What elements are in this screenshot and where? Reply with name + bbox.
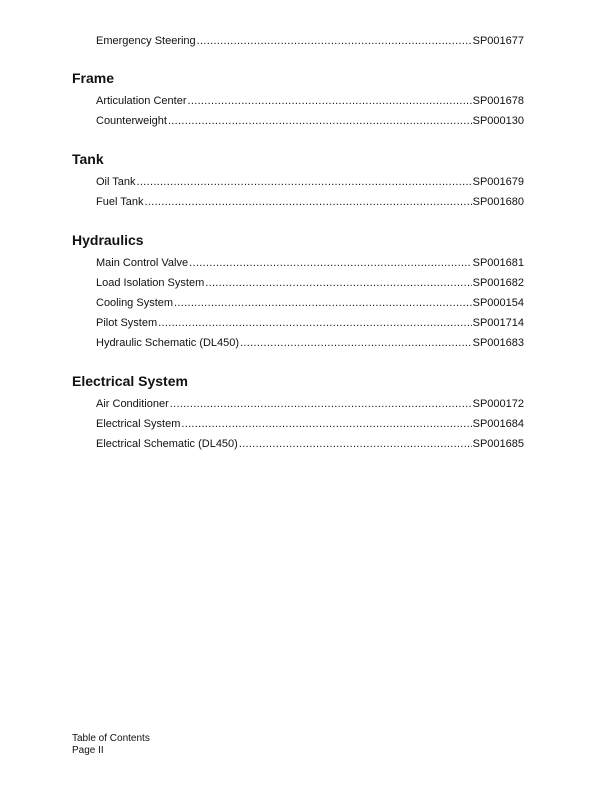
- footer-page-number: Page II: [72, 745, 104, 756]
- entry-label: Articulation Center: [96, 95, 187, 107]
- dot-leader: [239, 434, 472, 454]
- entry-label: Pilot System: [96, 317, 158, 329]
- entry-code: SP000172: [472, 398, 524, 410]
- dot-leader: [137, 172, 472, 192]
- entry-code: SP001678: [472, 95, 524, 107]
- entry-label: Counterweight: [96, 115, 167, 127]
- section-heading: Hydraulics: [72, 232, 144, 248]
- toc-entry[interactable]: [96, 293, 524, 313]
- dot-leader: [145, 192, 472, 212]
- dot-leader: [188, 91, 472, 111]
- dot-leader: [197, 31, 472, 51]
- toc-section: [72, 31, 524, 51]
- toc-entry[interactable]: [96, 91, 524, 111]
- toc-entry[interactable]: [96, 31, 524, 51]
- entry-label: Emergency Steering: [96, 35, 196, 47]
- dot-leader: [181, 414, 471, 434]
- entry-code: SP001683: [472, 337, 524, 349]
- entry-code: SP001679: [472, 176, 524, 188]
- entry-label: Electrical Schematic (DL450): [96, 438, 238, 450]
- toc-section: [72, 371, 524, 454]
- toc-section: [72, 230, 524, 353]
- toc-section: [72, 149, 524, 212]
- entry-code: SP001684: [472, 418, 524, 430]
- dot-leader: [205, 273, 471, 293]
- entry-code: SP001685: [472, 438, 524, 450]
- entry-code: SP001680: [472, 196, 524, 208]
- dot-leader: [174, 293, 472, 313]
- entry-code: SP001677: [472, 35, 524, 47]
- dot-leader: [168, 111, 472, 131]
- entry-label: Hydraulic Schematic (DL450): [96, 337, 240, 349]
- page-footer: [72, 733, 150, 757]
- entry-code: SP000154: [472, 297, 524, 309]
- dot-leader: [158, 313, 471, 333]
- toc-entry[interactable]: [96, 394, 524, 414]
- entry-label: Fuel Tank: [96, 196, 144, 208]
- entry-code: SP000130: [472, 115, 524, 127]
- entry-label: Cooling System: [96, 297, 174, 309]
- entry-code: SP001714: [472, 317, 524, 329]
- dot-leader: [240, 333, 472, 353]
- toc-entry[interactable]: [96, 192, 524, 212]
- toc-entry[interactable]: [96, 313, 524, 333]
- entry-label: Air Conditioner: [96, 398, 169, 410]
- dot-leader: [170, 394, 472, 414]
- entry-label: Load Isolation System: [96, 277, 205, 289]
- footer-title: Table of Contents: [72, 733, 150, 744]
- entry-label: Oil Tank: [96, 176, 136, 188]
- toc-entry[interactable]: [96, 434, 524, 454]
- dot-leader: [189, 253, 471, 273]
- section-heading: Tank: [72, 151, 104, 167]
- section-heading: Frame: [72, 70, 115, 86]
- toc-entry[interactable]: [96, 111, 524, 131]
- entry-label: Electrical System: [96, 418, 181, 430]
- entry-label: Main Control Valve: [96, 257, 189, 269]
- toc-entry[interactable]: [96, 253, 524, 273]
- section-heading: Electrical System: [72, 373, 188, 389]
- toc-entry[interactable]: [96, 333, 524, 353]
- toc-section: [72, 68, 524, 131]
- toc-entry[interactable]: [96, 414, 524, 434]
- toc-entry[interactable]: [96, 273, 524, 293]
- entry-code: SP001682: [472, 277, 524, 289]
- entry-code: SP001681: [472, 257, 524, 269]
- toc-entry[interactable]: [96, 172, 524, 192]
